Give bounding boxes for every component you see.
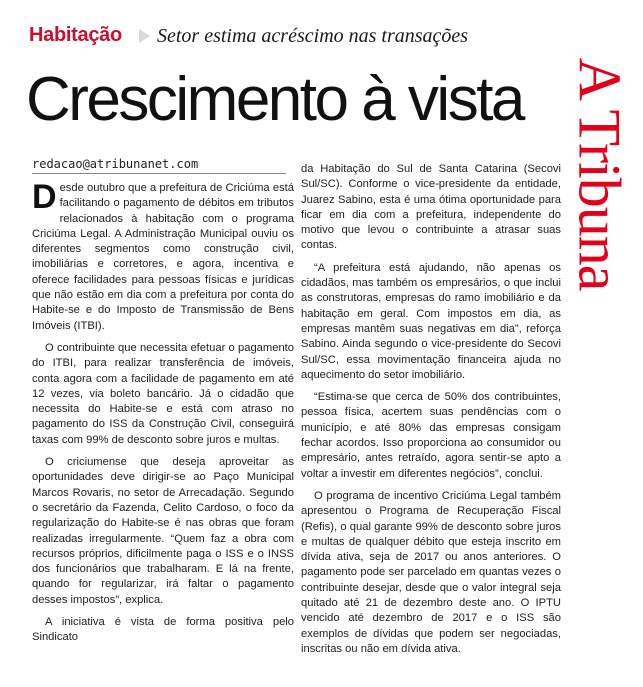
paragraph-3: O criciumense que deseja aproveitar as oportunidades deve dirigir-se ao Paço Municipal Marcos Rovaris, no setor de Arrecadação. Segundo o secretário da Fazenda, Celito Cardoso, o foco da regularização do Habite-se é nas obras que foram realizadas irregularmente. “Quem faz a obra com recursos próprios, dificilmente paga o ISS e o INSS dos funcionários que trabalharam. E lá na frente, quando for regularizar, irá faltar o pagamento desses impostos”, explica. bbox=[32, 456, 294, 606]
paragraph-8: O programa de incentivo Criciúma Legal também apresentou o Programa de Recuperação Fiscal (Refis), o qual garante 99% de desconto sobre juros e multas de qualquer débito que esteja inscrito em dívida ativa, seja de 2017 ou anos anteriores. O pagamento pode ser parcelado em quantas vezes o contribuinte desejar, desde que o valor integral seja quitado até 21 de dezembro deste ano. O IPTU vencido até dezembro de 2017 e o ISS são exemplos de dívidas que podem ser negociadas, inscritas ou não em dívida ativa. bbox=[301, 489, 561, 655]
paragraph-4: A iniciativa é vista de forma positiva pelo Sindicato bbox=[32, 616, 294, 644]
arrow-right-icon bbox=[139, 29, 150, 43]
newspaper-logo bbox=[560, 26, 638, 321]
article-column-left bbox=[32, 178, 294, 646]
paragraph-5: da Habitação do Sul de Santa Catarina (Secovi Sul/SC). Conforme o vice-presidente da entidade, Juarez Sabino, esta é uma ótima oportunidade para ficar em dia com a prefeitura, independente do motivo que levou o contribuinte a atrasar suas contas. bbox=[301, 163, 561, 252]
paragraph-1-text: esde outubro que a prefeitura de Criciúma está facilitando o pagamento de débitos em tributos relacionados à habitação com o programa Criciúma Legal. A Administração Municipal ouviu os diferentes segmentos como construção civil, imobiliárias e corretores, e agora, incentiva e oferece facilidades para pessoas físicas e jurídicas que não estão em dia com a prefeitura por conta do Habite-se e do Imposto de Transmissão de Bens Imóveis (ITBI). bbox=[32, 182, 294, 332]
paragraph-6: “A prefeitura está ajudando, não apenas os cidadãos, mas também os empresários, o que inclui as construtoras, empresas do ramo imobiliário e da habitação em geral. Com impostos em dia, as empresas mantêm suas negativas em dia”, reforça Sabino. Ainda segundo o vice-presidente do Secovi Sul/SC, essa movimentação financeira ajuda no aquecimento do setor imobiliário. bbox=[301, 261, 561, 381]
section-kicker: Habitação bbox=[29, 24, 122, 46]
article-column-right bbox=[301, 162, 561, 657]
byline-email: redacao@atribunanet.com bbox=[32, 157, 286, 174]
paragraph-2: O contribuinte que necessita efetuar o pagamento do ITBI, para realizar transferência de imóveis, conta agora com a facilidade de pagamento em até 12 vezes, via boleto bancário. Já o cidadão que necessita do Habite-se e está com atraso no pagamento do ISS da Construção Civil, conseguirá taxas com 99% de desconto sobre juros e multas. bbox=[32, 341, 294, 446]
subheadline: Setor estima acréscimo nas transações bbox=[157, 25, 469, 47]
drop-cap: D bbox=[32, 178, 57, 216]
paragraph-1 bbox=[32, 178, 294, 334]
paragraph-7: “Estima-se que cerca de 50% dos contribuintes, pessoa física, acertem suas pendências com o município, e até 80% das empresas consigam fechar acordos. Isso proporciona ao consumidor ou empresário, antes retraído, agora sentir-se apto a voltar a investir em diferentes negócios”, conclui. bbox=[301, 391, 561, 480]
brand-name: A Tribuna bbox=[566, 57, 633, 290]
headline: Crescimento à vista bbox=[26, 65, 523, 134]
